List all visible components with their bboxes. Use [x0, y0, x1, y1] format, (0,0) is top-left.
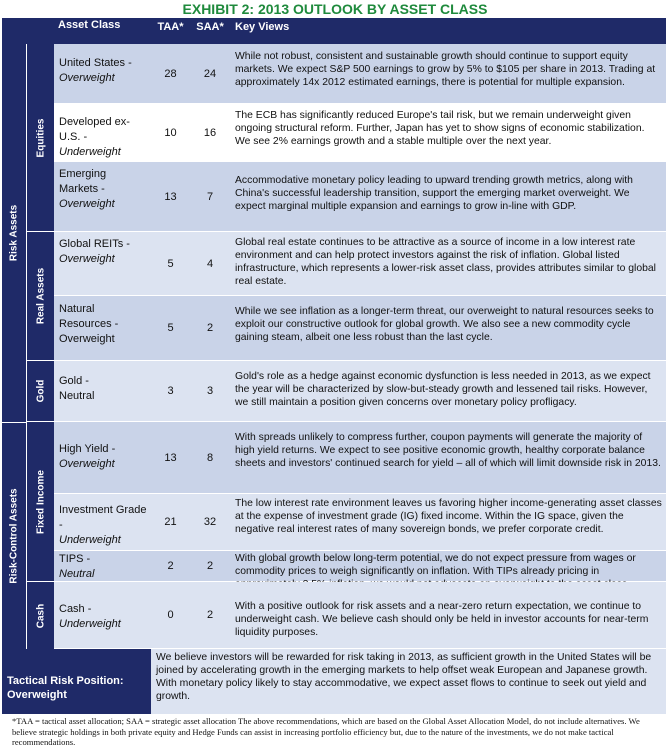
saa-value: 7 [190, 162, 230, 232]
saa-value: 32 [190, 494, 230, 551]
asset-label-natural-resources: Natural Resources - Overweight [54, 296, 151, 361]
subgroup-equities: Equities [27, 44, 54, 232]
saa-value: 4 [190, 232, 230, 296]
header-taa: TAA* [151, 18, 190, 44]
header-asset-class: Asset Class [54, 18, 151, 44]
header-spacer [2, 18, 54, 44]
saa-value: 3 [190, 361, 230, 422]
taa-value: 10 [151, 104, 190, 162]
taa-value: 0 [151, 582, 190, 649]
key-view-text: The low interest rate environment leaves us favoring higher income-generating asset classes at the expense of investment grade (IG) fixed income. Within the IG space, given the negative real interest rates of many sovereign bonds, we prefer corporate credit. [230, 494, 666, 551]
key-view-text: Accommodative monetary policy leading to upward trending growth metrics, along with China's successful leadership transition, support the emerging market overweight. We expect marginal multiple expansion and earnings to grow in-line with GDP. [230, 162, 666, 232]
taa-value: 3 [151, 361, 190, 422]
header-saa: SAA* [190, 18, 230, 44]
saa-value: 2 [190, 296, 230, 361]
taa-value: 28 [151, 44, 190, 104]
taa-value: 5 [151, 296, 190, 361]
subgroup-fixed-income: Fixed Income [27, 422, 54, 582]
taa-value: 2 [151, 551, 190, 582]
taa-value: 13 [151, 422, 190, 494]
taa-value: 21 [151, 494, 190, 551]
saa-value: 8 [190, 422, 230, 494]
asset-label-cash: Cash - Underweight [54, 582, 151, 649]
subgroup-cash: Cash [27, 582, 54, 649]
saa-value: 16 [190, 104, 230, 162]
saa-value: 2 [190, 551, 230, 582]
group-risk-assets: Risk Assets [2, 44, 27, 422]
key-view-text: The ECB has significantly reduced Europe's tail risk, but we remain underweight given ongoing structural reform. Further, Japan has yet to show signs of economic stabilization. We see 2% earnings growth and a stable multiple over the next year. [230, 104, 666, 162]
key-view-text: With spreads unlikely to compress further, coupon payments will generate the majority of high yield returns. We expect to see positive economic growth, healthy corporate balance sheets and investors' continued search for yield – all of which will limit downside risk in 2013. [230, 422, 666, 494]
key-view-text: With a positive outlook for risk assets and a near-zero return expectation, we continue to underweight cash. We believe cash should only be held in investor accounts for near-term liquidity purposes. [230, 582, 666, 649]
outlook-table [2, 18, 666, 714]
asset-label-united-states: United States - Overweight [54, 44, 151, 104]
saa-value: 2 [190, 582, 230, 649]
header-key-views: Key Views [230, 18, 666, 44]
asset-label-investment-grade: Investment Grade - Underweight [54, 494, 151, 551]
tactical-risk-position-text: We believe investors will be rewarded for risk taking in 2013, as sufficient growth in the United States will be joined by accelerating growth in the emerging markets to help offset weak European and Japanese growth. With monetary policy likely to stay accommodative, we expect asset flows to continue to seek out yield and growth. [151, 649, 666, 714]
saa-value: 24 [190, 44, 230, 104]
asset-label-emerging-markets: Emerging Markets - Overweight [54, 162, 151, 232]
asset-label-tips: TIPS - Neutral [54, 551, 151, 582]
key-view-text: While we see inflation as a longer-term threat, our overweight to natural resources seeks to exploit our constructive outlook for global growth. We also see a new commodity cycle gaining steam, albeit one less robust than the last cycle. [230, 296, 666, 361]
taa-value: 5 [151, 232, 190, 296]
key-view-text: While not robust, consistent and sustainable growth should continue to support equity markets. We expect S&P 500 earnings to grow by 5% to $105 per share in 2013. Trading at approximately 14x 2012 estimated earnings, there is potential for multiple expansion. [230, 44, 666, 104]
exhibit-title: EXHIBIT 2: 2013 OUTLOOK BY ASSET CLASS [182, 1, 488, 17]
key-view-text: Global real estate continues to be attractive as a source of income in a low interest rate environment and can help protect investors against the risk of inflation. Global listed infrastructure, which represents a lower-risk asset class, provides attributes similar to global real estate. [230, 232, 666, 296]
group-risk-control-assets: Risk-Control Assets [2, 422, 27, 649]
subgroup-gold: Gold [27, 361, 54, 422]
asset-label-global-reits: Global REITs - Overweight [54, 232, 151, 296]
key-view-text: With global growth below long-term potential, we do not expect pressure from wages or commodity prices to weigh significantly on inflation. With TIPs already pricing in [230, 551, 666, 582]
subgroup-real-assets: Real Assets [27, 232, 54, 361]
key-view-text: Gold's role as a hedge against economic dysfunction is less needed in 2013, as we expect the year will be characterized by slow-but-steady growth and lessened tail risks. However, we still maintain a position given concerns over monetary policy profligacy. [230, 361, 666, 422]
tactical-risk-position-label: Tactical Risk Position: Overweight [2, 649, 151, 714]
taa-value: 13 [151, 162, 190, 232]
footnote: *TAA = tactical asset allocation; SAA = strategic asset allocation The above recommendations, which are based on the Global Asset Allocation Model, do not include alternatives. We believe strategic holdings in both private equity and Hedge Funds can assist in increasing portfolio efficiency but, due to the nature of the investments, we do not make tactical recommendations. [12, 716, 640, 747]
asset-label-gold: Gold - Neutral [54, 361, 151, 422]
asset-label-developed-ex-us: Developed ex-U.S. - Underweight [54, 104, 151, 162]
asset-label-high-yield: High Yield - Overweight [54, 422, 151, 494]
